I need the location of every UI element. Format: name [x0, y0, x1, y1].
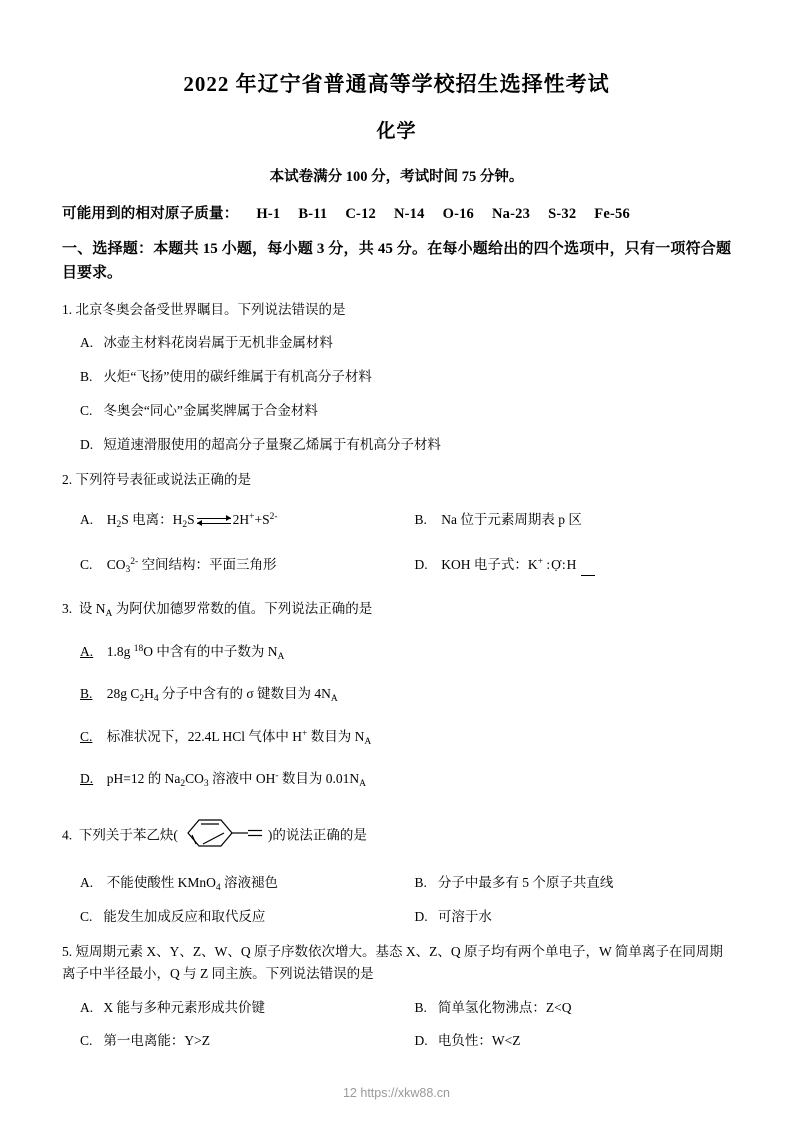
exam-info: 本试卷满分 100 分，考试时间 75 分钟。 — [269, 169, 524, 185]
option-row — [62, 435, 731, 456]
option-text: Na 位于元素周期表 p 区 — [437, 512, 582, 527]
question-2-text: 下列符号表征或说法正确的是 — [75, 472, 251, 488]
option-row — [62, 873, 731, 894]
question-3-stem — [62, 598, 731, 620]
atomic-mass-line — [62, 202, 731, 223]
option-text: 第一电离能：Y>Z — [103, 1033, 210, 1049]
section-heading: 一、选择题：本题共 15 小题，每小题 3 分，共 45 分。在每小题给出的四个选项中，只有一项符合题目要求。 — [62, 241, 731, 282]
atomic-mass-s: S-32 — [548, 206, 577, 222]
question-3-option-b[interactable]: B. 28g $C_2H_4$ 分子中含有的 σ 键数目为 $4N_A$ — [80, 686, 338, 705]
option-label: D. — [80, 437, 94, 453]
option-text: 冰壶主材料花岗岩属于无机非金属材料 — [103, 335, 333, 351]
question-4-stem — [62, 816, 731, 857]
option-row — [62, 555, 731, 576]
option-formula: 标准状况下，22.4L HCl 气体中 H+ 数目为 $N_A$ — [103, 728, 372, 747]
question-5-option-c[interactable] — [62, 1031, 397, 1052]
option-label: A. — [80, 335, 94, 351]
option-row — [62, 1031, 731, 1052]
question-1-number: 1. — [62, 301, 73, 317]
question-2-options — [62, 510, 731, 576]
question-3-option-a[interactable]: A. 1.8g $^{18}$O 中含有的中子数为 $N_A$ — [80, 643, 285, 662]
question-1 — [62, 299, 731, 457]
option-text: 可溶于水 — [437, 908, 492, 924]
atomic-mass-c: C-12 — [345, 206, 376, 222]
atomic-mass-h: H-1 — [256, 206, 281, 222]
question-5-option-a[interactable] — [62, 998, 397, 1019]
question-5-text: 短周期元素 X、Y、Z、W、Q 原子序数依次增大。基态 X、Z、Q 原子均有两个单电子，W 简单离子在同周期离子中半径最小，Q 与 Z 同主族。下列说法错误的是 — [62, 943, 723, 981]
question-2-stem — [62, 469, 731, 491]
option-formula: $H_2S$ 电离：$H_2S$ $2H^++S^{2-}$ — [103, 512, 278, 530]
question-1-option-c[interactable] — [62, 401, 731, 422]
question-3-option-d[interactable]: D. pH=12 的 $Na_2CO_3$ 溶液中 OH- 数目为 $0.01N_A$ — [80, 771, 367, 790]
atomic-mass-fe: Fe-56 — [594, 206, 630, 222]
option-text: 冬奥会“同心”金属奖牌属于合金材料 — [103, 403, 318, 419]
page-title: 2022 年辽宁省普通高等学校招生选择性考试 — [183, 72, 610, 96]
question-5-option-b[interactable] — [397, 998, 732, 1019]
option-row — [62, 510, 731, 531]
atomic-mass-n: N-14 — [393, 206, 425, 222]
atomic-mass-na: Na-23 — [492, 206, 531, 222]
question-3-options — [62, 641, 731, 790]
option-row — [62, 907, 731, 928]
option-text: 分子中最多有 5 个原子共直线 — [437, 874, 614, 890]
option-text: 电负性：W<Z — [437, 1033, 521, 1049]
option-text: X 能与多种元素形成共价键 — [103, 999, 265, 1015]
question-5-option-d[interactable] — [397, 1031, 732, 1052]
page-footer: 12 https://xkw88.cn — [342, 1086, 450, 1100]
question-4-options — [62, 873, 731, 928]
question-3-text: 设 $N_A$ 为阿伏加德罗常数的值。下列说法正确的是 — [75, 600, 373, 619]
question-2-option-c[interactable]: C. $CO_3^{2-}$ 空间结构：平面三角形 — [80, 556, 277, 575]
option-formula: KOH 电子式：K+ :Ọ̇:H — [438, 557, 595, 572]
option-formula: 不能使酸性 KMnO$_4$ 溶液褪色 — [103, 874, 279, 893]
option-label: B. — [80, 369, 93, 385]
option-text: 短道速滑服使用的超高分子量聚乙烯属于有机高分子材料 — [103, 437, 441, 453]
question-4-text: 下列关于苯乙炔( — [75, 827, 178, 843]
option-label: B. — [414, 999, 427, 1015]
option-text: 简单氢化物沸点：Z<Q — [437, 999, 572, 1015]
question-2 — [62, 469, 731, 576]
question-5-number: 5. — [62, 943, 73, 959]
subject-title: 化学 — [376, 121, 417, 142]
question-5-stem — [62, 941, 731, 985]
option-row — [62, 333, 731, 354]
atomic-mass-label: 可能用到的相对原子质量： — [62, 206, 239, 222]
option-text: 火炬“飞扬”使用的碳纤维属于有机高分子材料 — [103, 369, 372, 385]
question-1-text: 北京冬奥会备受世界瞩目。下列说法错误的是 — [75, 301, 346, 317]
question-2-option-d[interactable]: D. KOH 电子式：K+ :Ọ̇:H — [397, 555, 732, 576]
atomic-mass-b: B-11 — [298, 206, 328, 222]
question-2-option-a[interactable]: A. $H_2S$ 电离：$H_2S$ $2H^++S^{2-}$ — [80, 512, 278, 530]
option-formula: pH=12 的 $Na_2CO_3$ 溶液中 OH- 数目为 $0.01N_A$ — [103, 771, 367, 790]
option-label: C. — [80, 403, 93, 419]
option-label: A. — [80, 999, 94, 1015]
question-1-option-a[interactable] — [62, 333, 731, 354]
question-4-option-c[interactable]: C. 能发生加成反应和取代反应 — [80, 908, 266, 924]
option-formula: 28g $C_2H_4$ 分子中含有的 σ 键数目为 $4N_A$ — [103, 686, 338, 705]
question-4-number: 4. — [62, 827, 73, 843]
option-formula: $CO_3^{2-}$ 空间结构：平面三角形 — [103, 556, 277, 575]
question-1-options — [62, 333, 731, 456]
question-3 — [62, 598, 731, 790]
question-4-text-tail: )的说法正确的是 — [267, 827, 367, 843]
option-formula: 1.8g $^{18}$O 中含有的中子数为 $N_A$ — [103, 643, 285, 662]
option-row — [62, 367, 731, 388]
option-row — [62, 401, 731, 422]
question-4 — [62, 816, 731, 928]
option-text: 能发生加成反应和取代反应 — [103, 908, 266, 924]
atomic-mass-o: O-16 — [442, 206, 475, 222]
question-2-number: 2. — [62, 472, 73, 488]
option-row — [62, 998, 731, 1019]
option-label: D. — [414, 1033, 428, 1049]
question-3-option-c[interactable]: C. 标准状况下，22.4L HCl 气体中 H+ 数目为 $N_A$ — [80, 728, 372, 747]
phenylacetylene-structure-icon — [180, 816, 266, 857]
question-1-stem — [62, 299, 731, 321]
question-4-option-b[interactable]: B. 分子中最多有 5 个原子共直线 — [414, 874, 614, 890]
question-2-option-b[interactable]: B. Na 位于元素周期表 p 区 — [414, 512, 582, 527]
question-1-option-b[interactable] — [62, 367, 731, 388]
question-5 — [62, 941, 731, 1053]
option-label: C. — [80, 1033, 93, 1049]
question-4-option-d[interactable]: D. 可溶于水 — [414, 908, 492, 924]
question-5-options — [62, 998, 731, 1053]
question-1-option-d[interactable] — [62, 435, 731, 456]
question-4-option-a[interactable]: A. 不能使酸性 KMnO$_4$ 溶液褪色 — [80, 874, 279, 893]
question-3-number: 3. — [62, 600, 73, 616]
